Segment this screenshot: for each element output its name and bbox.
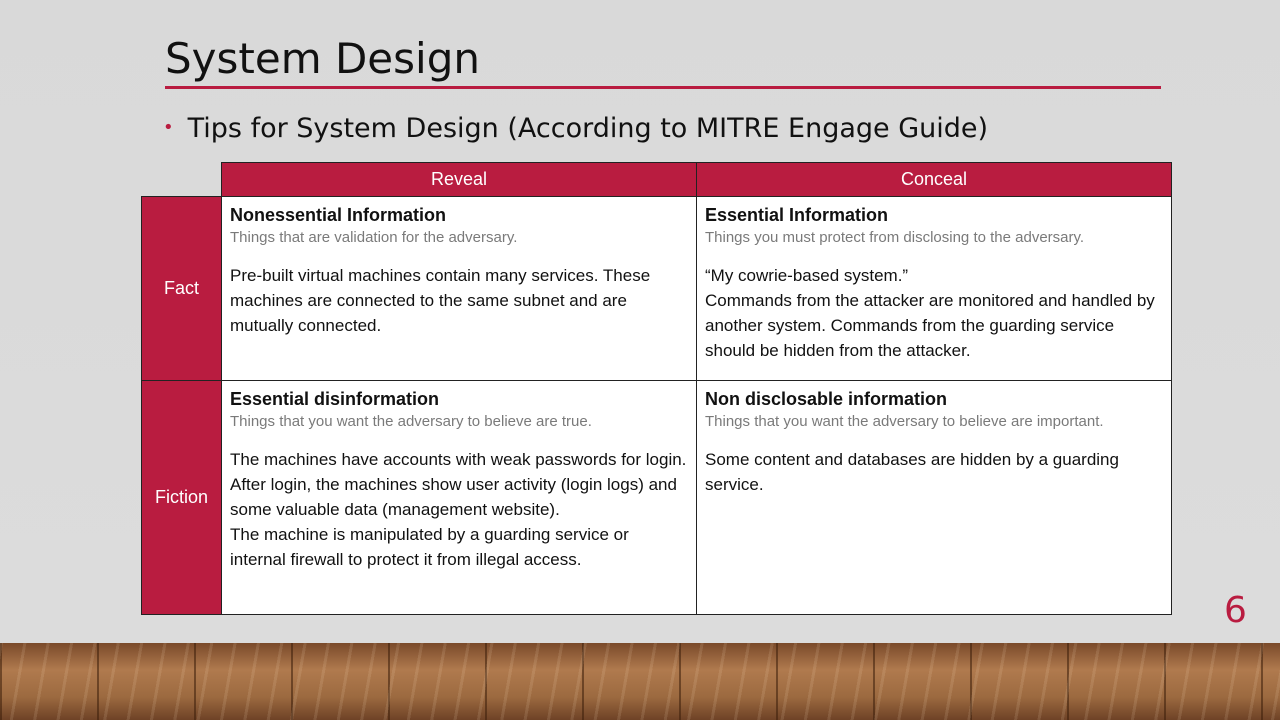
- bullet-text: Tips for System Design (According to MITRE Engage Guide): [187, 113, 989, 144]
- cell-body: Some content and databases are hidden by a guarding service.: [705, 450, 1119, 494]
- page-number: 6: [1224, 590, 1247, 631]
- cell-subtitle: Things that you want the adversary to believe are important.: [705, 413, 1104, 430]
- column-header-reveal: Reveal: [222, 163, 697, 197]
- cell-fact-reveal: [222, 197, 697, 381]
- bullet-dot-icon: •: [163, 117, 174, 138]
- cell-subtitle: Things that are validation for the adversary.: [230, 229, 518, 246]
- cell-fiction-reveal: [222, 381, 697, 615]
- table-corner: [142, 163, 222, 197]
- cell-body: Pre-built virtual machines contain many services. These machines are connected to the same subnet and are mutually connected.: [230, 266, 651, 335]
- cell-title: Non disclosable information: [705, 389, 948, 409]
- cell-title: Essential Information: [705, 205, 889, 225]
- column-header-conceal: Conceal: [697, 163, 1172, 197]
- cell-fiction-conceal: [697, 381, 1172, 615]
- row-header-fact: Fact: [142, 197, 222, 381]
- cell-body: The machines have accounts with weak passwords for login. After login, the machines show user activity (login logs) and some valuable data (management website).: [230, 450, 687, 519]
- title-underline: [165, 86, 1161, 89]
- cell-fact-conceal: [697, 197, 1172, 381]
- cell-subtitle: Things that you want the adversary to believe are true.: [230, 413, 592, 430]
- bullet-item: [163, 113, 988, 144]
- cell-title: Essential disinformation: [230, 389, 440, 409]
- cell-body: “My cowrie-based system.”: [705, 266, 909, 285]
- row-header-fiction: Fiction: [142, 381, 222, 615]
- cell-subtitle: Things you must protect from disclosing to the adversary.: [705, 229, 1085, 246]
- cell-title: Nonessential Information: [230, 205, 447, 225]
- cell-body: The machine is manipulated by a guarding service or internal firewall to protect it from illegal access.: [230, 525, 629, 569]
- wooden-floor-grain: [0, 643, 1280, 720]
- fact-fiction-table: [141, 162, 1172, 615]
- cell-body: Commands from the attacker are monitored and handled by another system. Commands from the guarding service should be hidden from the attacker.: [705, 291, 1155, 360]
- slide-title: System Design: [165, 34, 480, 83]
